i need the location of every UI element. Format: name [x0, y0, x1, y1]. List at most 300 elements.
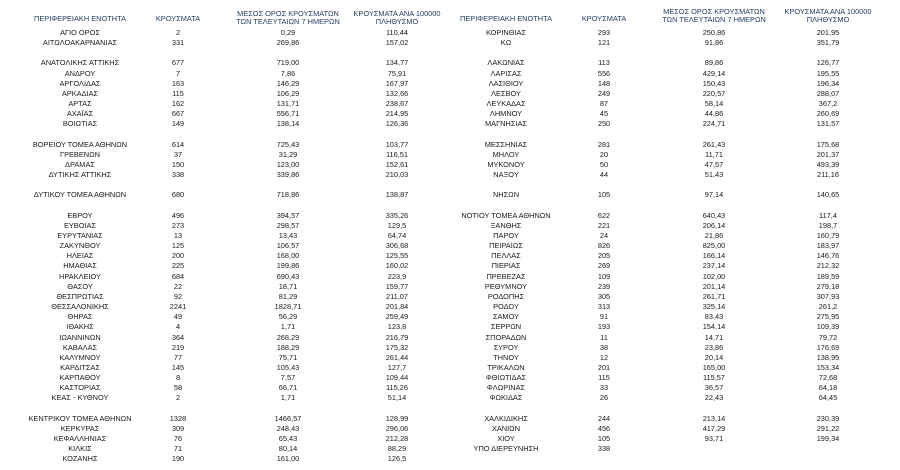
per100k-cell: 367,2 [818, 99, 838, 109]
per100k-cell: 199,34 [816, 434, 840, 443]
region-name-cell: ΠΕΛΛΑΣ [491, 251, 521, 261]
avg-cell: 14,71 [704, 332, 724, 342]
cases-cell: 193 [597, 322, 611, 332]
cases-cell: 37 [173, 149, 183, 159]
cases-cell: 150 [171, 159, 185, 169]
table-row [0, 393, 900, 402]
region-name-cell: ΦΘΙΩΤΙΔΑΣ [485, 373, 527, 383]
table-row [0, 211, 900, 220]
region-name-cell: ΣΠΟΡΑΔΩΝ [485, 332, 527, 342]
table-row [0, 322, 900, 331]
region-name-cell: ΝΟΤΙΟΥ ΤΟΜΕΑ ΑΘΗΝΩΝ [461, 210, 551, 220]
region-name-cell: ΘΗΡΑΣ [67, 312, 93, 322]
avg-cell: 123,00 [276, 159, 300, 169]
cases-cell: 250 [597, 119, 611, 129]
region-name-cell: ΗΡΑΚΛΕΙΟΥ [59, 271, 101, 281]
avg-cell: 1466,57 [274, 413, 302, 423]
per100k-cell: 335,26 [385, 210, 409, 220]
region-name-cell: ΒΟΙΩΤΙΑΣ [62, 119, 98, 129]
cases-cell: 13 [173, 231, 183, 240]
per100k-cell: 261,2 [818, 302, 838, 312]
header-avg-left-2: ΤΩΝ ΤΕΛΕΥΤΑΙΩΝ 7 ΗΜΕΡΩΝ [236, 17, 340, 26]
cases-cell: 364 [171, 332, 185, 342]
table-row [0, 79, 900, 88]
region-name-cell: ΑΡΓΟΛΙΔΑΣ [59, 78, 101, 88]
avg-cell: 298,57 [276, 220, 300, 230]
avg-cell: 138,14 [276, 119, 300, 129]
cases-cell: 113 [598, 58, 610, 68]
per100k-cell: 126,36 [385, 119, 409, 129]
table-row [0, 69, 900, 78]
per100k-cell: 196,34 [816, 78, 840, 88]
cases-cell: 50 [599, 159, 609, 169]
table-row [0, 261, 900, 270]
region-name-cell: ΤΗΝΟΥ [493, 352, 519, 362]
table-row [0, 343, 900, 352]
region-name-cell: ΜΑΓΝΗΣΙΑΣ [485, 119, 527, 129]
cases-cell: 125 [171, 241, 185, 251]
region-name-cell: ΛΗΜΝΟΥ [489, 109, 523, 119]
table-row [0, 383, 900, 392]
header-avg-left-1: ΜΕΣΟΣ ΟΡΟΣ ΚΡΟΥΣΜΑΤΩΝ [237, 9, 339, 18]
per100k-cell: 159,77 [385, 281, 409, 291]
region-name-cell: ΘΕΣΣΑΛΟΝΙΚΗΣ [51, 302, 109, 312]
cases-cell: 225 [171, 261, 185, 271]
region-name-cell: ΚΑΛΥΜΝΟΥ [59, 352, 101, 362]
avg-cell: 80,14 [278, 444, 298, 454]
cases-cell: 496 [171, 210, 185, 220]
avg-cell: 168,00 [276, 251, 300, 261]
cases-cell: 162 [171, 99, 185, 109]
per100k-cell: 216,79 [385, 332, 409, 342]
avg-cell: 11,71 [705, 149, 723, 159]
region-name-cell: ΥΠΟ ΔΙΕΡΕΥΝΗΣΗ [473, 444, 539, 454]
avg-cell: 825,00 [702, 241, 726, 251]
cases-cell: 221 [597, 220, 611, 230]
cases-cell: 684 [171, 271, 185, 281]
cases-cell: 2 [175, 28, 181, 37]
table-row [0, 363, 900, 372]
cases-cell: 331 [171, 38, 185, 48]
region-name-cell: ΧΙΟΥ [497, 434, 515, 443]
avg-cell: 261,43 [702, 139, 726, 149]
avg-cell: 23,86 [704, 342, 724, 352]
region-name-cell: ΧΑΝΙΩΝ [491, 423, 521, 433]
table-row [0, 190, 900, 199]
region-name-cell: ΘΕΣΠΡΩΤΙΑΣ [56, 291, 104, 301]
cases-cell: 8 [175, 373, 181, 383]
table-row [0, 302, 900, 311]
cases-cell: 58 [173, 383, 183, 393]
region-name-cell: ΑΧΑΪΑΣ [66, 109, 94, 119]
per100k-cell: 306,68 [385, 241, 409, 251]
cases-cell: 12 [599, 352, 609, 362]
per100k-cell: 160,02 [385, 261, 409, 271]
region-name-cell: ΑΡΤΑΣ [68, 99, 92, 109]
cases-cell: 249 [597, 88, 611, 98]
cases-cell: 677 [171, 58, 185, 68]
per100k-cell: 138,95 [816, 352, 840, 362]
cases-cell: 2 [175, 393, 181, 403]
cases-cell: 148 [597, 78, 611, 88]
region-name-cell: ΒΟΡΕΙΟΥ ΤΟΜΕΑ ΑΘΗΝΩΝ [32, 139, 128, 149]
region-name-cell: ΠΑΡΟΥ [493, 231, 519, 240]
region-name-cell: ΠΕΙΡΑΙΩΣ [489, 241, 523, 251]
per100k-cell: 75,91 [387, 68, 407, 78]
cases-cell: 338 [597, 444, 611, 454]
avg-cell: 154,14 [702, 322, 726, 332]
cases-cell: 556 [597, 68, 611, 78]
region-name-cell: ΖΑΚΥΝΘΟΥ [59, 241, 101, 251]
region-name-cell: ΚΟΡΙΝΘΙΑΣ [485, 28, 527, 37]
region-name-cell: ΑΓΙΟ ΟΡΟΣ [60, 28, 100, 37]
cases-cell: 200 [171, 251, 185, 261]
cases-cell: 205 [597, 251, 611, 261]
avg-cell: 47,57 [704, 159, 724, 169]
avg-cell: 93,71 [704, 434, 724, 443]
region-name-cell: ΚΕΝΤΡΙΚΟΥ ΤΟΜΕΑ ΑΘΗΝΩΝ [28, 413, 132, 423]
region-name-cell: ΣΥΡΟΥ [493, 342, 519, 352]
per100k-cell: 157,02 [385, 38, 409, 48]
region-name-cell: ΧΑΛΚΙΔΙΚΗΣ [484, 413, 528, 423]
header-per100k-right-1: ΚΡΟΥΣΜΑΤΑ ΑΝΑ 100000 [784, 7, 872, 16]
region-name-cell: ΑΝΔΡΟΥ [64, 68, 96, 78]
avg-cell: 394,57 [276, 210, 300, 220]
avg-cell: 21,86 [704, 231, 724, 240]
avg-cell: 65,43 [278, 434, 298, 443]
cases-cell: 149 [171, 119, 185, 129]
cases-cell: 201 [597, 362, 611, 372]
table-row [0, 201, 900, 210]
region-name-cell: ΑΝΑΤΟΛΙΚΗΣ ΑΤΤΙΚΗΣ [40, 58, 120, 68]
table-row [0, 444, 900, 453]
region-name-cell: ΦΛΩΡΙΝΑΣ [486, 383, 526, 393]
per100k-cell: 201,95 [816, 28, 840, 37]
per100k-cell: 117,4 [819, 210, 837, 220]
cases-cell: 22 [173, 281, 183, 291]
per100k-cell: 132,66 [385, 88, 409, 98]
per100k-cell: 259,49 [385, 312, 409, 322]
cases-cell: 667 [171, 109, 185, 119]
table-row [0, 89, 900, 98]
per100k-cell: 131,57 [816, 119, 840, 129]
avg-cell: 81,29 [278, 291, 298, 301]
per100k-cell: 176,69 [816, 342, 840, 352]
per100k-cell: 109,44 [385, 373, 409, 383]
cases-cell: 33 [599, 383, 609, 393]
avg-cell: 97,14 [704, 190, 724, 200]
cases-cell: 77 [173, 352, 183, 362]
region-name-cell: ΚΕΦΑΛΛΗΝΙΑΣ [53, 434, 107, 443]
region-name-cell: ΚΑΡΠΑΘΟΥ [59, 373, 101, 383]
cases-cell: 105 [597, 190, 611, 200]
per100k-cell: 109,39 [816, 322, 840, 332]
per100k-cell: 88,29 [387, 444, 407, 454]
per100k-cell: 160,79 [816, 231, 840, 240]
cases-cell: 4 [175, 322, 181, 332]
per100k-cell: 212,32 [816, 261, 840, 271]
per100k-cell: 211,16 [816, 170, 840, 180]
per100k-cell: 214,95 [385, 109, 409, 119]
header-per100k-right-2: ΠΛΗΘΥΣΜΟ [806, 15, 850, 24]
per100k-cell: 64,45 [818, 393, 838, 403]
table-row [0, 404, 900, 413]
region-name-cell: ΣΕΡΡΩΝ [490, 322, 522, 332]
avg-cell: 429,14 [702, 68, 726, 78]
region-name-cell: ΓΡΕΒΕΝΩΝ [60, 149, 100, 159]
cases-cell: 91 [599, 312, 609, 322]
cases-cell: 456 [597, 423, 611, 433]
table-row [0, 48, 900, 57]
table-row [0, 353, 900, 362]
region-name-cell: ΝΑΞΟΥ [493, 170, 519, 180]
table-row [0, 231, 900, 240]
per100k-cell: 167,97 [385, 78, 409, 88]
per100k-cell: 125,55 [385, 251, 409, 261]
table-row [0, 130, 900, 139]
avg-cell: 199,86 [276, 261, 300, 271]
avg-cell: 213,14 [702, 413, 726, 423]
per100k-cell: 72,68 [818, 373, 838, 383]
table-row [0, 414, 900, 423]
avg-cell: 106,57 [276, 241, 300, 251]
cases-cell: 244 [597, 413, 611, 423]
per100k-cell: 275,95 [816, 312, 840, 322]
region-name-cell: ΚΙΛΚΙΣ [68, 444, 92, 454]
avg-cell: 56,29 [278, 312, 298, 322]
avg-cell: 201,14 [702, 281, 726, 291]
cases-cell: 38 [599, 342, 609, 352]
cases-cell: 2241 [169, 302, 187, 312]
avg-cell: 417,29 [702, 423, 726, 433]
per100k-cell: 175,32 [385, 342, 409, 352]
per100k-cell: 261,44 [385, 352, 409, 362]
header-cases-right: ΚΡΟΥΣΜΑΤΑ [581, 14, 627, 23]
avg-cell: 22,43 [704, 393, 724, 403]
cases-cell: 273 [171, 220, 185, 230]
table-row [0, 312, 900, 321]
region-name-cell: ΚΑΒΑΛΑΣ [62, 342, 98, 352]
per100k-cell: 128,99 [385, 413, 409, 423]
per100k-cell: 288,07 [816, 88, 840, 98]
avg-cell: 556,71 [276, 109, 300, 119]
per100k-cell: 126,5 [387, 454, 407, 464]
region-name-cell: ΝΗΣΩΝ [492, 190, 520, 200]
cases-cell: 1328 [169, 413, 187, 423]
table-row [0, 241, 900, 250]
cases-cell: 163 [171, 78, 185, 88]
table-row [0, 58, 900, 67]
region-name-cell: ΛΑΚΩΝΙΑΣ [487, 58, 525, 68]
avg-cell: 220,57 [702, 88, 726, 98]
per100k-cell: 134,77 [385, 58, 409, 68]
avg-cell: 20,14 [704, 352, 724, 362]
table-row [0, 99, 900, 108]
region-name-cell: ΘΑΣΟΥ [67, 281, 93, 291]
avg-cell: 261,71 [702, 291, 726, 301]
header-avg-right-2: ΤΩΝ ΤΕΛΕΥΤΑΙΩΝ 7 ΗΜΕΡΩΝ [662, 15, 766, 24]
per100k-cell: 138,87 [385, 190, 409, 200]
per100k-cell: 123,8 [387, 322, 407, 332]
avg-cell: 7,86 [280, 68, 296, 78]
region-name-cell: ΛΑΡΙΣΑΣ [490, 68, 522, 78]
cases-cell: 11 [600, 332, 608, 342]
per100k-cell: 64,18 [818, 383, 838, 393]
region-name-cell: ΕΥΡΥΤΑΝΙΑΣ [57, 231, 103, 240]
cases-cell: 20 [599, 149, 609, 159]
avg-cell: 51,43 [704, 170, 724, 180]
avg-cell: 269,86 [276, 38, 300, 48]
region-name-cell: ΛΑΣΙΘΙΟΥ [488, 78, 524, 88]
avg-cell: 13,43 [278, 231, 298, 240]
per100k-cell: 291,22 [816, 423, 840, 433]
region-name-cell: ΡΟΔΟΥ [493, 302, 519, 312]
cases-cell: 115 [172, 88, 184, 98]
per100k-cell: 110,44 [385, 28, 409, 37]
header-per100k-left-1: ΚΡΟΥΣΜΑΤΑ ΑΝΑ 100000 [353, 9, 441, 18]
per100k-cell: 296,06 [385, 423, 409, 433]
per100k-cell: 201,84 [385, 302, 409, 312]
per100k-cell: 198,7 [818, 220, 838, 230]
avg-cell: 31,29 [278, 149, 298, 159]
table-row [0, 119, 900, 128]
per100k-cell: 351,79 [816, 38, 840, 48]
header-per100k-left-2: ΠΛΗΘΥΣΜΟ [375, 17, 419, 26]
per100k-cell: 127,7 [387, 362, 407, 372]
region-name-cell: ΠΡΕΒΕΖΑΣ [486, 271, 526, 281]
table-row [0, 170, 900, 179]
cases-cell: 269 [597, 261, 611, 271]
avg-cell: 166,14 [702, 251, 726, 261]
per100k-cell: 307,93 [816, 291, 840, 301]
avg-cell: 325,14 [702, 302, 726, 312]
table-row [0, 180, 900, 189]
cases-cell: 680 [171, 190, 185, 200]
cases-cell: 293 [597, 28, 611, 37]
region-name-cell: ΦΩΚΙΔΑΣ [489, 393, 523, 403]
per100k-cell: 223,9 [387, 271, 407, 281]
cases-cell: 49 [173, 312, 183, 322]
avg-cell: 1,71 [280, 322, 296, 332]
table-row [0, 282, 900, 291]
per100k-cell: 238,67 [385, 99, 409, 109]
cases-cell: 26 [599, 393, 609, 403]
table-row [0, 434, 900, 443]
cases-cell: 45 [599, 109, 609, 119]
table-row [0, 160, 900, 169]
avg-cell: 150,43 [702, 78, 726, 88]
region-name-cell: ΠΙΕΡΙΑΣ [491, 261, 521, 271]
avg-cell: 1,71 [280, 393, 296, 403]
per100k-cell: 152,61 [385, 159, 409, 169]
avg-cell: 718,86 [276, 190, 300, 200]
per100k-cell: 126,77 [816, 58, 840, 68]
region-name-cell: ΙΩΑΝΝΙΝΩΝ [59, 332, 101, 342]
cases-cell: 145 [171, 362, 185, 372]
header-region-left: ΠΕΡΙΦΕΡΕΙΑΚΗ ΕΝΟΤΗΤΑ [34, 14, 126, 23]
cases-cell: 105 [597, 434, 611, 443]
cases-cell: 219 [171, 342, 185, 352]
table-row [0, 292, 900, 301]
per100k-cell: 189,59 [816, 271, 840, 281]
cases-cell: 309 [171, 423, 185, 433]
cases-cell: 622 [597, 210, 611, 220]
table-row [0, 109, 900, 118]
cases-cell: 614 [171, 139, 185, 149]
avg-cell: 237,14 [702, 261, 726, 271]
region-name-cell: ΔΥΤΙΚΗΣ ΑΤΤΙΚΗΣ [48, 170, 112, 180]
region-name-cell: ΚΕΡΚΥΡΑΣ [60, 423, 100, 433]
per100k-cell: 183,97 [816, 241, 840, 251]
per100k-cell: 51,14 [387, 393, 407, 403]
per100k-cell: 260,69 [816, 109, 840, 119]
cases-cell: 71 [173, 444, 183, 454]
table-row [0, 373, 900, 382]
avg-cell: 18,71 [278, 281, 298, 291]
cases-cell: 76 [173, 434, 183, 443]
region-name-cell: ΞΑΝΘΗΣ [490, 220, 522, 230]
avg-cell: 115,57 [702, 373, 726, 383]
avg-cell: 36,57 [704, 383, 724, 393]
cases-cell: 121 [597, 38, 611, 48]
region-name-cell: ΣΑΜΟΥ [492, 312, 520, 322]
avg-cell: 268,29 [276, 332, 300, 342]
region-name-cell: ΜΗΛΟΥ [492, 149, 520, 159]
region-name-cell: ΜΥΚΟΝΟΥ [487, 159, 525, 169]
header-region-right: ΠΕΡΙΦΕΡΕΙΑΚΗ ΕΝΟΤΗΤΑ [460, 14, 552, 23]
region-name-cell: ΛΕΣΒΟΥ [491, 88, 521, 98]
region-name-cell: ΚΩ [500, 38, 512, 48]
region-name-cell: ΑΡΚΑΔΙΑΣ [61, 88, 99, 98]
avg-cell: 165,00 [702, 362, 726, 372]
cases-cell: 44 [599, 170, 609, 180]
header-avg-right-1: ΜΕΣΟΣ ΟΡΟΣ ΚΡΟΥΣΜΑΤΩΝ [663, 7, 765, 16]
region-name-cell: ΡΕΘΥΜΝΟΥ [484, 281, 528, 291]
avg-cell: 188,29 [276, 342, 300, 352]
region-name-cell: ΡΟΔΟΠΗΣ [487, 291, 525, 301]
cases-cell: 338 [171, 170, 185, 180]
region-name-cell: ΗΜΑΘΙΑΣ [63, 261, 97, 271]
per100k-cell: 279,18 [816, 281, 840, 291]
per100k-cell: 211,07 [385, 291, 409, 301]
region-name-cell: ΑΙΤΩΛΟΑΚΑΡΝΑΝΙΑΣ [42, 38, 118, 48]
per100k-cell: 116,51 [385, 149, 409, 159]
avg-cell: 91,86 [704, 38, 724, 48]
cases-cell: 313 [597, 302, 611, 312]
region-name-cell: ΔΡΑΜΑΣ [65, 159, 95, 169]
avg-cell: 44,86 [704, 109, 724, 119]
region-name-cell: ΚΑΡΔΙΤΣΑΣ [60, 362, 100, 372]
cases-cell: 115 [598, 373, 610, 383]
avg-cell: 719,00 [276, 58, 300, 68]
cases-cell: 305 [597, 291, 611, 301]
per100k-cell: 212,28 [385, 434, 409, 443]
region-name-cell: ΕΒΡΟΥ [67, 210, 93, 220]
avg-cell: 66,71 [278, 383, 298, 393]
cases-cell: 24 [599, 231, 609, 240]
region-name-cell: ΚΕΑΣ - ΚΥΘΝΟΥ [51, 393, 109, 403]
avg-cell: 248,43 [276, 423, 300, 433]
avg-cell: 105,43 [276, 362, 300, 372]
avg-cell: 146,29 [276, 78, 300, 88]
table-row [0, 454, 900, 463]
per100k-cell: 230,39 [816, 413, 840, 423]
avg-cell: 250,86 [702, 28, 726, 37]
cases-cell: 239 [597, 281, 611, 291]
avg-cell: 83,43 [704, 312, 724, 322]
region-name-cell: ΜΕΣΣΗΝΙΑΣ [484, 139, 528, 149]
per100k-cell: 210,03 [385, 170, 409, 180]
